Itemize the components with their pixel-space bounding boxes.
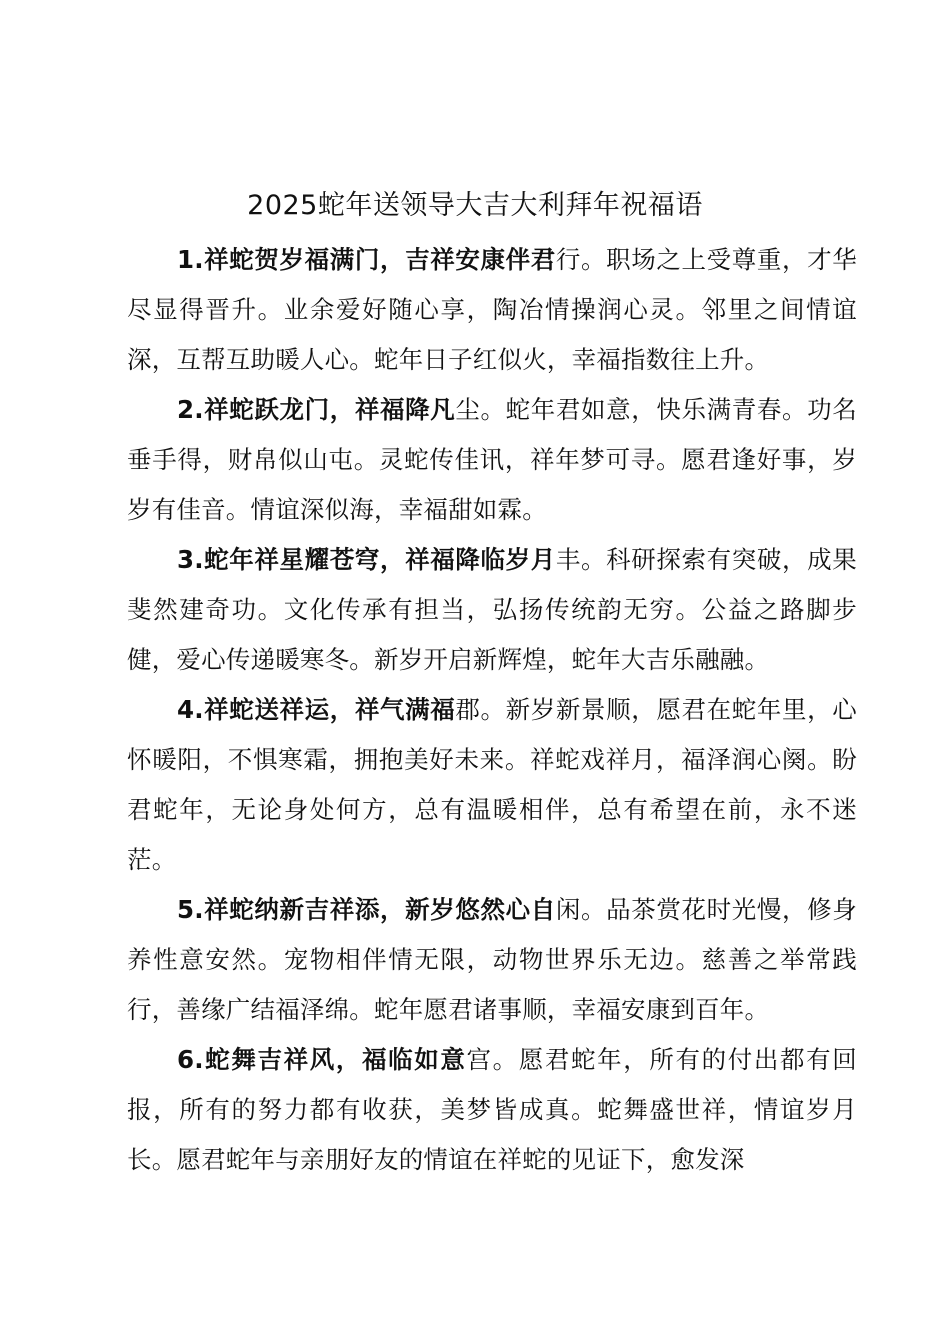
paragraph-heading: 1.祥蛇贺岁福满门，吉祥安康伴君 <box>177 245 556 274</box>
paragraph-heading: 3.蛇年祥星耀苍穹，祥福降临岁月 <box>177 545 556 574</box>
blessing-paragraph-2 <box>127 385 857 535</box>
paragraph-text: 行。职场之上受尊重，才华尽显得晋升。业余爱好随心享，陶冶情操润心灵。邻里之间情谊深，互帮互助暖人心。蛇年日子红似火，幸福指数往上升。 <box>127 245 857 374</box>
paragraph-text: 郡。新岁新景顺，愿君在蛇年里，心怀暖阳，不惧寒霜，拥抱美好未来。祥蛇戏祥月，福泽润心阕。盼君蛇年，无论身处何方，总有温暖相伴，总有希望在前，永不迷茫。 <box>127 695 857 874</box>
paragraph-text: 宫。愿君蛇年，所有的付出都有回报，所有的努力都有收获，美梦皆成真。蛇舞盛世祥，情谊岁月长。愿君蛇年与亲朋好友的情谊在祥蛇的见证下，愈发深 <box>127 1045 857 1174</box>
document-title: 2025蛇年送领导大吉大利拜年祝福语 <box>247 190 703 221</box>
paragraph-heading: 6.蛇舞吉祥风，福临如意 <box>177 1045 467 1074</box>
paragraph-text: 闲。品茶赏花时光慢，修身养性意安然。宠物相伴情无限，动物世界乐无边。慈善之举常践行，善缘广结福泽绵。蛇年愿君诸事顺，幸福安康到百年。 <box>127 895 857 1024</box>
paragraph-text: 丰。科研探索有突破，成果斐然建奇功。文化传承有担当，弘扬传统韵无穷。公益之路脚步健，爱心传递暖寒冬。新岁开启新辉煌，蛇年大吉乐融融。 <box>127 545 857 674</box>
paragraph-heading: 2.祥蛇跃龙门，祥福降凡 <box>177 395 456 424</box>
blessing-paragraph-3 <box>127 535 857 685</box>
blessing-paragraph-5 <box>127 885 857 1035</box>
blessing-paragraph-1 <box>127 235 857 385</box>
blessing-paragraph-6 <box>127 1035 857 1185</box>
paragraph-heading: 5.祥蛇纳新吉祥添，新岁悠然心自 <box>177 895 556 924</box>
blessing-paragraph-4 <box>127 685 857 885</box>
document-body <box>127 235 857 1185</box>
paragraph-text: 尘。蛇年君如意，快乐满青春。功名垂手得，财帛似山屯。灵蛇传佳讯，祥年梦可寻。愿君逢好事，岁岁有佳音。情谊深似海，幸福甜如霖。 <box>127 395 857 524</box>
paragraph-heading: 4.祥蛇送祥运，祥气满福 <box>177 695 456 724</box>
